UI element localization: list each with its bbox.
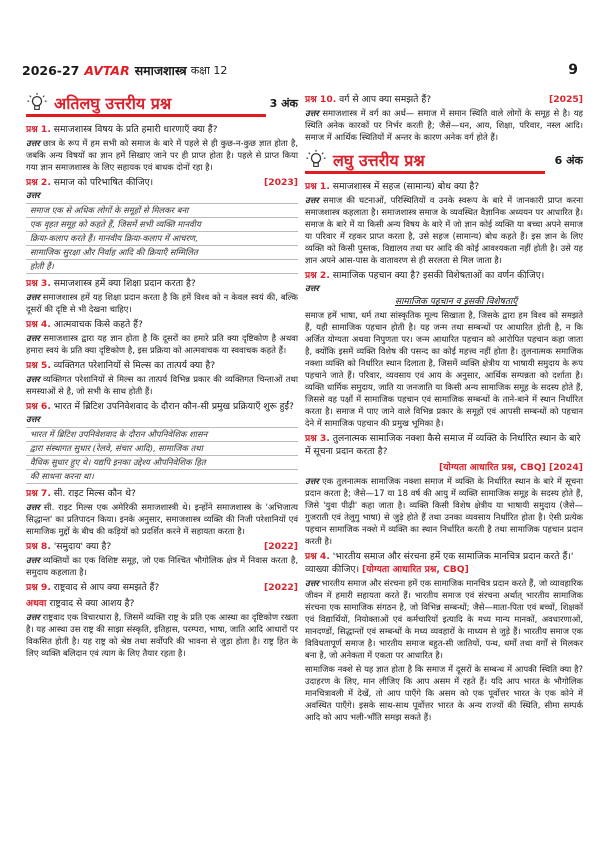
header-year: 2026-27 [22,62,80,78]
answer: उत्तर समाजशास्त्र द्वारा यह ज्ञान होता है कि दूसरों का हमारे प्रति क्या दृष्टिकोण है अथवा हमारा स्वयं के प्रति क्या दृष्टिकोण है, इस प्रक्रिया को आत्मवाचक या स्ववाचक कहते हैं। [26,333,298,355]
question: प्रश्न 8. 'समुदाय' क्या है? [2022] [26,541,298,552]
section-title: लघु उत्तरीय प्रश्न [333,151,425,170]
alternate-question: अथवा राष्ट्रवाद से क्या आशय है? [26,598,135,609]
section-header [305,147,583,173]
question: प्रश्न 9. राष्ट्रवाद से आप क्या समझते हैं? [2022] [26,582,298,593]
question: प्रश्न 4. आत्मवाचक किसे कहते हैं? [26,319,143,330]
section-divider [26,114,266,117]
answer: उत्तर राष्ट्रवाद एक विचारधारा है, जिसमें व्यक्ति राष्ट्र के प्रति एक आस्था का दृष्टिकोण रखता है। यह आस्था उस राष्ट्र की साझा संस्कृति, इतिहास, परम्परा, भाषा, जाति आदि आधारों पर विकसित होती है। यह राष्ट्र को श्रेष्ठ तथा सर्वोपरि की भावना से जुड़ा होता है। राष्ट्र हित के लिए व्यक्ति बलिदान एवं त्याग के लिए तैयार रहता है। [26,612,298,658]
question: प्रश्न 2. सामाजिक पहचान क्या है? इसकी विशेषताओं का वर्णन कीजिए। [305,270,545,281]
section-marks: 6 अंक [554,153,583,167]
handwritten-answer: समाज एक से अधिक लोगों के समूहों से मिलकर बना एक वृहत समूह को कहते हैं, जिसमें सभी व्यक्ति मानवीय क्रिया-कलाप करते हैं। मानवीय क्रिया-कलाप में आचरण, सामाजिक सुरक्षा और निर्वाह आदि की क्रियाएँ सम्मिलित होती हैं। [26,203,298,274]
question: प्रश्न 2. समाज को परिभाषित कीजिए। [2023] [26,177,298,188]
right-column [305,90,583,849]
answer: समाज हमें भाषा, धर्म तथा सांस्कृतिक मूल्य सिखाता है, जिसके द्वारा हम विश्व को समझते हैं, यही सामाजिक पहचान होती है। यह जन्म तथा सम्बन्धों पर आधारित होती है, न कि अर्जित योग्यता अथवा निपुणता पर। जन्म आधारित पहचान को आरोपित पहचान कहा जाता है, क्योंकि इसमें व्यक्ति विशेष की पसन्द का कोई महत्त्व नहीं होता है। तुलनात्मक समाजिक नक्शा व्यक्ति को निर्धारित स्थान दिलाता है, जिसमें व्यक्ति क्षेत्रीय या भाषायी समुदाय के रूप पहचाने जाते हैं। परिवार, व्यवसाय एवं आय के अनुसार, आर्थिक सम्पन्नता को दर्शाता है। व्यक्ति धार्मिक समुदाय, जाति या जनजाति या किसी अन्य सामाजिक समूह के सदस्य होते हैं, जिससे वह पक्षों में सामाजिक पहचान एवं सामाजिक सम्बन्धों के ताने-बाने में स्थान निर्धारित करता है। समाज में पाए जाने वाले विभिन्न प्रकार के समूहों एवं आपसी सम्बन्धों को पहचान देने में सामाजिक पहचान की प्रमुख भूमिका है। [305,310,583,428]
question: प्रश्न 7. सी. राइट मिल्स कौन थे? [26,488,136,499]
page-number: 9 [568,62,578,78]
question-tag: [योग्यता आधारित प्रश्न, CBQ] [2024] [439,462,583,473]
section-marks: 3 अंक [269,96,298,110]
answer: उत्तर व्यक्तियों का एक विशिष्ट समूह, जो एक निश्चित भौगोलिक क्षेत्र में निवास करता है, समुदाय कहलाता है। [26,555,298,577]
question: प्रश्न 4. 'भारतीय समाज और संरचना हमें एक सामाजिक मानचित्र प्रदान करते हैं।' व्याख्या कीजिए। [योग्यता आधारित प्रश्न, CBQ] [305,551,574,575]
question: प्रश्न 6. भारत में ब्रिटिश उपनिवेशवाद के दौरान कौन-सी प्रमुख प्रक्रियाएँ शुरू हुईं? [26,401,294,412]
answer-label: उत्तर [305,283,319,293]
answer-label: उत्तर [26,190,40,200]
section-divider [305,171,545,174]
question: प्रश्न 1. समाजशास्त्र विषय के प्रति हमारी धारणाएँ क्या हैं? [26,124,218,135]
question: प्रश्न 10. वर्ग से आप क्या समझते हैं? [2025] [305,94,583,105]
brand-logo: AVTAR [84,62,130,78]
page-header [22,61,578,79]
answer: उत्तर भारतीय समाज और संरचना हमें एक सामाजिक मानचित्र प्रदान करते हैं, जो व्यावहारिक जीवन में हमारी सहायता करते हैं। भारतीय समाज एवं संरचना अर्थात् भारतीय सामाजिक संरचना एक सामाजिक संगठन है, जो विभिन्न सम्बन्धों; जैसे—माता-पिता एवं बच्चों, शिक्षकों एवं विद्यार्थियों, नियोक्ताओं एवं कर्मचारियों इत्यादि के मध्य मान्य मानकों, अवधारणाओं, मानदण्डों, सिद्धान्तों एवं सम्बन्धों के मध्य व्यवहारों के माध्यम से जुड़े हैं। भारतीय समाज एक विविधतापूर्ण समाज है। भारतीय समाज बहुत-सी जातियों, पन्थ, धर्मों तथा वर्गों से मिलकर बना है, जो अनेकता में एकता पर आधारित है। [305,578,583,660]
answer: उत्तर सी. राइट मिल्स एक अमेरिकी समाजशास्त्री थे। इन्होंने समाजशास्त्र के 'अभिजात्य सिद्धान्त' का प्रतिपादन किया। इनके अनुसार, समाजशास्त्र व्यक्ति की निजी परेशानियों एवं सामाजिक मुद्दों के बीच की कड़ियों को प्रदर्शित करने में सहायता करता है। [26,502,299,536]
handwritten-answer: भारत में ब्रिटिश उपनिवेशवाद के दौरान औपनिवेशिक शासन द्वारा संस्थागत सुधार (रेलवे, संचार आदि), सामाजिक तथा वैधिक सुधार हुए थे। यद्यपि इनका उद्देश्य औपनिवेशिक हित की साधना करना था। [26,427,298,484]
lightbulb-icon [26,92,48,114]
answer: उत्तर व्यक्तिगत परेशानियों से मिल्स का तात्पर्य विभिन्न प्रकार की व्यक्तिगत चिन्ताओं तथा समस्याओं से है, जो सभी के साथ होती हैं। [26,374,298,396]
section-title: अतिलघु उत्तरीय प्रश्न [54,94,172,113]
left-column [26,90,298,849]
question: प्रश्न 5. व्यक्तिगत परेशानियों से मिल्स का तात्पर्य क्या है? [26,360,216,371]
header-subject: समाजशास्त्र [134,62,187,78]
question: प्रश्न 3. तुलनात्मक सामाजिक नक्शा कैसे समाज में व्यक्ति के निर्धारित स्थान के बारे में सूचना प्रदान करता है? [305,433,581,457]
answer: उत्तर समाज की घटनाओं, परिस्थितियों व उनके स्वरूप के बारे में जानकारी प्राप्त करना समाजशास्त्र कहलाता है। समाजशास्त्र समाज के व्यवस्थित वैज्ञानिक अध्ययन पर आधारित है। समाज के बारे में या किसी अन्य विषय के बारे में जो ज्ञान कोई व्यक्ति या बच्चा अपने समाज या परिवार में रहकर प्राप्त करता है, उसे सहज (सामान्य) बोध कहते हैं। इस ज्ञान के लिए व्यक्ति को किसी पुस्तक, विद्यालय तथा घर आदि की कोई आवश्यकता नहीं होती है। उसे यह ज्ञान अपने आस-पास के वातावरण से ही सरलता से मिल जाता है। [305,195,583,265]
question: प्रश्न 1. समाजशास्त्र में सहज (सामान्य) बोध क्या है? [305,181,480,192]
header-class: कक्षा 12 [190,63,228,77]
answer-continued: सामाजिक नक्शे से यह ज्ञात होता है कि समाज में दूसरों के सम्बन्ध में आपकी स्थिति क्या है? उदाहरण के लिए, मान लीजिए कि आप असम में रहते हैं। यदि आप भारत के भौगोलिक मानचित्रावली में देखें, तो आप पाएँगे कि असम को एक पूर्वोत्तर भारत के एक कोने में अवस्थित पाएँगे। इसके साथ-साथ पूर्वोत्तर भारत के अन्य राज्यों की स्थिति, सीमा सम्पर्क आदि को आप भली-भाँति समझ सकते हैं। [305,664,583,722]
lightbulb-icon [305,149,327,171]
answer: उत्तर समाजशास्त्र हमें यह शिक्षा प्रदान करता है कि हमें विश्व को न केवल स्वयं की, बल्कि दूसरों की दृष्टि से भी देखना चाहिए। [26,292,298,314]
answer: उत्तर एक तुलनात्मक सामाजिक नक्शा समाज में व्यक्ति के निर्धारित स्थान के बारे में सूचना प्रदान करता है; जैसे—17 या 18 वर्ष की आयु में व्यक्ति सामाजिक समूह के सदस्य होते हैं, जिसे 'युवा पीढ़ी' कहा जाता है। व्यक्ति किसी विशेष क्षेत्रीय या भाषायी समुदाय (जैसे—गुजराती एवं तेलुगु भाषा) से जुड़े होते हैं तथा उनका व्यवसाय निर्धारित होता है। ऐसी प्रत्येक पहचान सामाजिक नक्शे में व्यक्ति का स्थान निर्धारित करती है तथा सामाजिक पहचान प्रदान करती है। [305,476,583,546]
answer-label: उत्तर [26,414,40,424]
answer: उत्तर समाजशास्त्र में वर्ग का अर्थ— समाज में समान स्थिति वाले लोगों के समूह से है। यह स्थिति अनेक कारकों पर निर्भर करती है; जैसे—धन, आय, शिक्षा, परिवार, नस्ल आदि। समाज में आर्थिक स्थितियों में अन्तर के कारण अनेक वर्ग होते हैं। [305,108,583,142]
section-header [26,90,298,116]
handwritten-heading: सामाजिक पहचान व इसकी विशेषताएँ [395,297,518,307]
answer: उत्तर छात्र के रूप में हम सभी को समाज के बारे में पहले से ही कुछ-न-कुछ ज्ञात होता है, जबकि अन्य विषयों का ज्ञान हमें सिखाए जाने पर ही प्राप्त होता है। पहले से प्राप्त किया गया ज्ञान समाजशास्त्र के लिए सहायक एवं बाधक दोनों रहा है। [26,138,298,172]
question: प्रश्न 3. समाजशास्त्र हमें क्या शिक्षा प्रदान करता है? [26,278,196,289]
